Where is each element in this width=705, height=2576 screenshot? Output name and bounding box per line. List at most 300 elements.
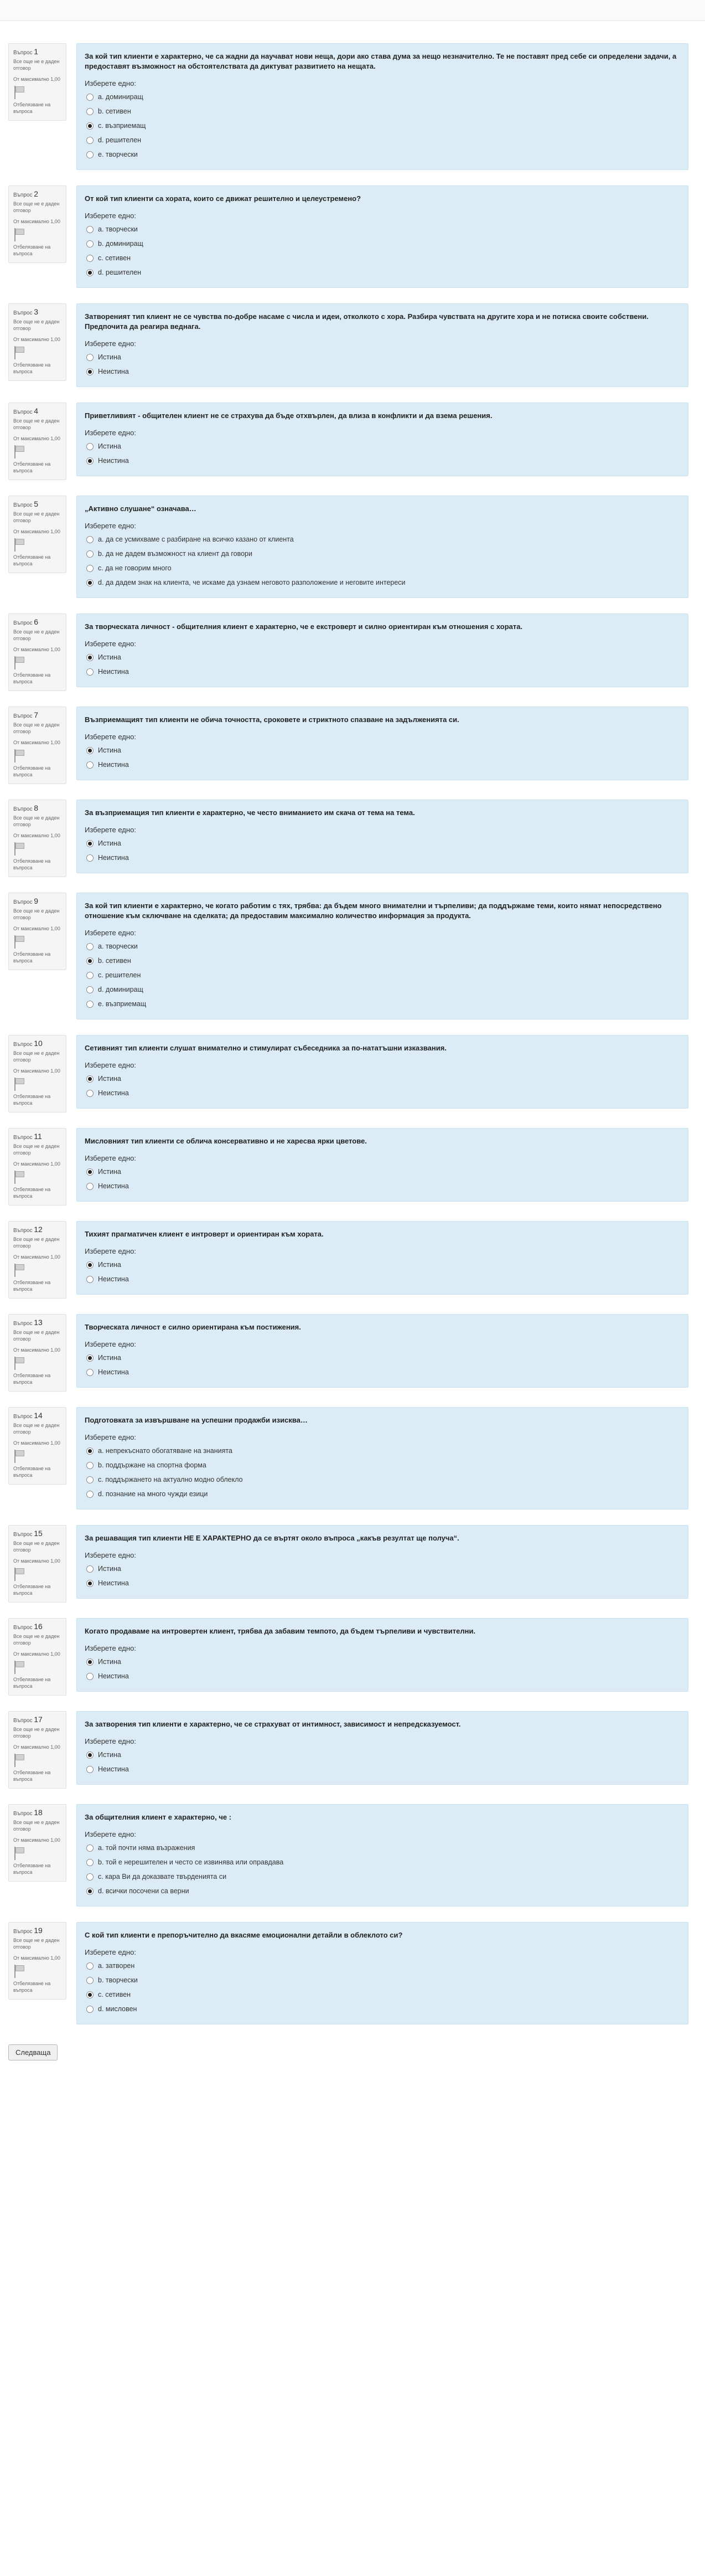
answer-option[interactable] <box>85 939 680 954</box>
answer-option-label: c. възприемащ <box>98 122 146 130</box>
flag-icon[interactable] <box>13 1568 25 1581</box>
answer-option[interactable] <box>85 1576 680 1590</box>
question-grade: От максимално 1,00 <box>13 833 60 838</box>
question-content <box>76 43 688 170</box>
answer-prompt: Изберете едно: <box>85 522 136 530</box>
radio-button[interactable] <box>86 226 94 233</box>
flag-question-label[interactable]: Отбелязване на въпроса <box>13 554 51 566</box>
question-number-value: 1 <box>34 47 39 56</box>
answer-options <box>85 222 680 280</box>
radio-button[interactable] <box>86 840 94 847</box>
question-number-value: 11 <box>34 1132 42 1141</box>
question-grade: От максимално 1,00 <box>13 1744 60 1750</box>
flag-question-label[interactable]: Отбелязване на въпроса <box>13 244 51 256</box>
answer-option-label: a. творчески <box>98 942 138 950</box>
flag-icon[interactable] <box>13 1754 25 1767</box>
answer-option-label: Неистина <box>98 368 129 375</box>
flag-icon[interactable] <box>13 749 25 763</box>
answer-option[interactable] <box>85 561 680 575</box>
answer-option-label: a. той почти няма възражения <box>98 1844 195 1852</box>
question-info <box>8 707 66 784</box>
radio-button[interactable] <box>86 1447 94 1455</box>
question-label: Въпрос <box>13 1135 33 1141</box>
radio-button[interactable] <box>86 1476 94 1483</box>
radio-button[interactable] <box>86 1168 94 1176</box>
radio-button[interactable] <box>86 1859 94 1866</box>
answer-option[interactable] <box>85 1959 680 1973</box>
answer-option[interactable] <box>85 982 680 997</box>
question-info <box>8 800 66 877</box>
flag-icon[interactable] <box>13 1264 25 1277</box>
question-grade: От максимално 1,00 <box>13 1254 60 1260</box>
answer-option[interactable] <box>85 222 680 236</box>
question-block <box>8 614 688 691</box>
answer-option-label: c. кара Ви да доказвате твърденията си <box>98 1873 227 1881</box>
radio-button[interactable] <box>86 550 94 558</box>
question-block <box>8 1128 688 1205</box>
question-state: Все още не е даден отговор <box>13 201 60 213</box>
radio-button[interactable] <box>86 1991 94 1998</box>
question-state: Все още не е даден отговор <box>13 418 60 430</box>
radio-button[interactable] <box>86 943 94 950</box>
answer-option[interactable] <box>85 454 680 468</box>
question-block <box>8 1035 688 1112</box>
flag-question-label[interactable]: Отбелязване на въпроса <box>13 1373 51 1385</box>
radio-button[interactable] <box>86 747 94 754</box>
flag-icon[interactable] <box>13 1661 25 1674</box>
question-info <box>8 1922 66 2000</box>
answer-option[interactable] <box>85 1472 680 1487</box>
question-label: Въпрос <box>13 899 33 905</box>
answer-option[interactable] <box>85 1487 680 1501</box>
answer-option[interactable] <box>85 758 680 772</box>
answer-option-label: d. познание на много чужди езици <box>98 1490 208 1498</box>
flag-question-label[interactable]: Отбелязване на въпроса <box>13 461 51 473</box>
question-info <box>8 403 66 480</box>
radio-button[interactable] <box>86 443 94 450</box>
question-state: Все още не е даден отговор <box>13 629 60 641</box>
answer-option[interactable] <box>85 119 680 133</box>
radio-button[interactable] <box>86 1888 94 1895</box>
answer-option[interactable] <box>85 1669 680 1683</box>
answer-option[interactable] <box>85 265 680 280</box>
answer-option[interactable] <box>85 1869 680 1884</box>
question-text: За решаващия тип клиенти НЕ Е ХАРАКТЕРНО да се въртят около въпроса „какъв резултат ще получа“. <box>85 1534 459 1542</box>
answer-option-label: c. решителен <box>98 971 141 979</box>
answer-prompt: Изберете едно: <box>85 1433 136 1441</box>
answer-option[interactable] <box>85 1987 680 2002</box>
answer-option[interactable] <box>85 147 680 162</box>
flag-question-label[interactable]: Отбелязване на въпроса <box>13 1187 51 1199</box>
flag-icon[interactable] <box>13 1847 25 1860</box>
answer-options <box>85 1841 680 1898</box>
question-grade: От максимално 1,00 <box>13 647 60 652</box>
question-number <box>13 1133 61 1141</box>
flag-question-label[interactable]: Отбелязване на въпроса <box>13 362 51 374</box>
answer-option-label: Неистина <box>98 457 129 465</box>
answer-option-label: Истина <box>98 1168 121 1176</box>
flag-question-label[interactable]: Отбелязване на въпроса <box>13 672 51 684</box>
question-state: Все още не е даден отговор <box>13 59 60 71</box>
answer-option[interactable] <box>85 1748 680 1762</box>
answer-option[interactable] <box>85 236 680 251</box>
question-number <box>13 501 61 509</box>
radio-button[interactable] <box>86 957 94 965</box>
question-block <box>8 303 688 387</box>
answer-options <box>85 532 680 590</box>
question-text: С кой тип клиенти е препоръчително да вкасяме емоционални детайли в облеклото си? <box>85 1931 403 1939</box>
answer-option[interactable] <box>85 1655 680 1669</box>
radio-button[interactable] <box>86 986 94 993</box>
flag-icon[interactable] <box>13 228 25 241</box>
question-number-value: 4 <box>34 406 39 415</box>
question-grade: От максимално 1,00 <box>13 1347 60 1353</box>
answer-option-label: Неистина <box>98 668 129 676</box>
answer-options <box>85 439 680 468</box>
answer-option[interactable] <box>85 1086 680 1100</box>
question-number-value: 10 <box>34 1039 43 1048</box>
flag-icon[interactable] <box>13 1450 25 1463</box>
answer-option[interactable] <box>85 1071 680 1086</box>
radio-button[interactable] <box>86 1369 94 1376</box>
question-number-value: 2 <box>34 189 39 198</box>
answer-option-label: d. всички посочени са верни <box>98 1887 189 1895</box>
radio-button[interactable] <box>86 255 94 262</box>
question-number <box>13 1530 61 1538</box>
answer-options <box>85 1748 680 1776</box>
radio-button[interactable] <box>86 1658 94 1666</box>
question-number-value: 7 <box>34 710 39 719</box>
answer-option[interactable] <box>85 1444 680 1458</box>
question-number <box>13 1623 61 1631</box>
question-text: Възприемащият тип клиенти не обича точността, сроковете и стриктното спазване на задълженията си. <box>85 715 459 724</box>
answer-option-label: Неистина <box>98 761 129 769</box>
answer-option[interactable] <box>85 251 680 265</box>
answer-options <box>85 1444 680 1501</box>
answer-options <box>85 1959 680 2016</box>
question-text: За затворения тип клиенти е характерно, че се страхуват от интимност, зависимост и непредсказуемост. <box>85 1720 461 1728</box>
flag-question-label[interactable]: Отбелязване на въпроса <box>13 765 51 777</box>
question-state: Все още не е даден отговор <box>13 1634 60 1646</box>
answer-option[interactable] <box>85 364 680 379</box>
answer-option[interactable] <box>85 1458 680 1472</box>
question-number <box>13 1809 61 1817</box>
answer-option-label: Истина <box>98 442 121 450</box>
answer-prompt: Изберете едно: <box>85 1247 136 1255</box>
question-number-value: 17 <box>34 1715 43 1724</box>
flag-question-label[interactable]: Отбелязване на въпроса <box>13 1677 51 1689</box>
answer-option-label: Истина <box>98 1658 121 1666</box>
answer-option-label: b. сетивен <box>98 957 131 965</box>
answer-options <box>85 1165 680 1193</box>
radio-button[interactable] <box>86 1183 94 1190</box>
question-info <box>8 614 66 691</box>
answer-prompt: Изберете едно: <box>85 733 136 741</box>
question-info <box>8 1407 66 1485</box>
question-number-value: 6 <box>34 617 39 626</box>
question-grade: От максимално 1,00 <box>13 1955 60 1961</box>
answer-option-label: Истина <box>98 1261 121 1269</box>
question-state: Все още не е даден отговор <box>13 1541 60 1553</box>
radio-button[interactable] <box>86 354 94 361</box>
question-grade: От максимално 1,00 <box>13 1651 60 1657</box>
question-number-value: 16 <box>34 1622 43 1631</box>
radio-button[interactable] <box>86 1977 94 1984</box>
radio-button[interactable] <box>86 761 94 769</box>
flag-question-label[interactable]: Отбелязване на въпроса <box>13 1280 51 1292</box>
answer-option[interactable] <box>85 1762 680 1776</box>
answer-option[interactable] <box>85 1973 680 1987</box>
question-block <box>8 403 688 480</box>
answer-option-label: Неистина <box>98 1275 129 1283</box>
question-block <box>8 1922 688 2024</box>
question-state: Все още не е даден отговор <box>13 1143 60 1156</box>
answer-option[interactable] <box>85 1165 680 1179</box>
question-label: Въпрос <box>13 806 33 812</box>
question-text: За творческата личност - общителния клиент е характерно, че е екстроверт и силно ориентиран към отношения с хората. <box>85 622 523 631</box>
question-label: Въпрос <box>13 192 33 198</box>
question-grade: От максимално 1,00 <box>13 1837 60 1843</box>
answer-option[interactable] <box>85 104 680 119</box>
question-number <box>13 805 61 813</box>
radio-button[interactable] <box>86 565 94 572</box>
question-label: Въпрос <box>13 409 33 415</box>
radio-button[interactable] <box>86 972 94 979</box>
flag-icon[interactable] <box>13 1078 25 1091</box>
question-text: Затвореният тип клиент не се чувства по-добре насаме с числа и идеи, отколкото с хора. Разбира чувствата на другите хора и не потиска своите собствени. Предпочита да реагира веднага. <box>85 312 649 331</box>
flag-icon[interactable] <box>13 1965 25 1978</box>
answer-option-label: Истина <box>98 839 121 847</box>
answer-option-label: Неистина <box>98 1579 129 1587</box>
flag-question-label[interactable]: Отбелязване на въпроса <box>13 1466 51 1478</box>
radio-button[interactable] <box>86 1565 94 1573</box>
answer-option[interactable] <box>85 954 680 968</box>
flag-icon[interactable] <box>13 1357 25 1370</box>
answer-option[interactable] <box>85 575 680 590</box>
question-content <box>76 707 688 780</box>
question-info <box>8 186 66 263</box>
flag-icon[interactable] <box>13 86 25 99</box>
question-text: „Активно слушане“ означава… <box>85 504 196 513</box>
answer-option[interactable] <box>85 1179 680 1193</box>
radio-button[interactable] <box>86 1873 94 1881</box>
question-state: Все още не е даден отговор <box>13 1727 60 1739</box>
answer-option-label: b. да не дадем възможност на клиент да говори <box>98 550 252 558</box>
question-grade: От максимално 1,00 <box>13 337 60 342</box>
radio-button[interactable] <box>86 1090 94 1097</box>
radio-button[interactable] <box>86 151 94 158</box>
answer-option-label: d. доминиращ <box>98 986 143 993</box>
radio-button[interactable] <box>86 1354 94 1362</box>
question-content <box>76 1804 688 1907</box>
question-text: Творческата личност е силно ориентирана към постижения. <box>85 1323 301 1331</box>
answer-option[interactable] <box>85 133 680 147</box>
question-block <box>8 1221 688 1299</box>
flag-question-label[interactable]: Отбелязване на въпроса <box>13 1094 51 1106</box>
question-text: Тихият прагматичен клиент е интроверт и ориентиран към хората. <box>85 1230 324 1238</box>
answer-option[interactable] <box>85 664 680 679</box>
answer-option-label: d. да дадем знак на клиента, че искаме да узнаем неговото разположение и неговите интереси <box>98 579 406 586</box>
radio-button[interactable] <box>86 1751 94 1759</box>
radio-button[interactable] <box>86 668 94 676</box>
answer-option[interactable] <box>85 1562 680 1576</box>
question-info <box>8 1221 66 1299</box>
question-text: Когато продаваме на интровертен клиент, трябва да забавим темпото, да бъдем търпеливи и чувствителни. <box>85 1627 476 1635</box>
question-state: Все още не е даден отговор <box>13 1938 60 1950</box>
answer-option[interactable] <box>85 968 680 982</box>
answer-option[interactable] <box>85 547 680 561</box>
flag-icon[interactable] <box>13 1171 25 1184</box>
question-block <box>8 496 688 598</box>
question-text: За кой тип клиенти е характерно, че когато работим с тях, трябва: да бъдем много внимателни и търпеливи; да поддържаме теми, които нямат непосредствено отношение към сключване на сделката; да предоставим максимално количество информация за продукта. <box>85 901 662 920</box>
answer-option-label: c. сетивен <box>98 254 131 262</box>
question-label: Въпрос <box>13 1811 33 1817</box>
answer-option-label: Истина <box>98 1354 121 1362</box>
answer-option[interactable] <box>85 1855 680 1869</box>
answer-option-label: Истина <box>98 1565 121 1573</box>
radio-button[interactable] <box>86 137 94 144</box>
answer-option[interactable] <box>85 2002 680 2016</box>
flag-question-label[interactable]: Отбелязване на въпроса <box>13 858 51 870</box>
flag-icon[interactable] <box>13 538 25 552</box>
question-grade: От максимално 1,00 <box>13 1068 60 1074</box>
question-block <box>8 1314 688 1392</box>
question-number <box>13 1412 61 1420</box>
radio-button[interactable] <box>86 269 94 276</box>
top-bar <box>0 0 705 21</box>
question-info <box>8 496 66 573</box>
answer-option-label: Истина <box>98 1075 121 1083</box>
answer-option[interactable] <box>85 997 680 1011</box>
answer-option[interactable] <box>85 439 680 454</box>
flag-question-label[interactable]: Отбелязване на въпроса <box>13 951 51 964</box>
question-info <box>8 1618 66 1696</box>
radio-button[interactable] <box>86 1491 94 1498</box>
answer-options <box>85 939 680 1011</box>
radio-button[interactable] <box>86 579 94 586</box>
radio-button[interactable] <box>86 654 94 661</box>
flag-question-label[interactable]: Отбелязване на въпроса <box>13 102 51 114</box>
next-page-button[interactable]: Следваща <box>8 2044 58 2060</box>
question-label: Въпрос <box>13 310 33 316</box>
question-info <box>8 1711 66 1789</box>
flag-icon[interactable] <box>13 346 25 359</box>
answer-option[interactable] <box>85 532 680 547</box>
question-label: Въпрос <box>13 713 33 719</box>
question-number <box>13 1716 61 1724</box>
radio-button[interactable] <box>86 1001 94 1008</box>
question-block <box>8 1711 688 1789</box>
radio-button[interactable] <box>86 122 94 130</box>
radio-button[interactable] <box>86 1261 94 1269</box>
question-number-value: 13 <box>34 1318 43 1327</box>
answer-prompt: Изберете едно: <box>85 1551 136 1559</box>
radio-button[interactable] <box>86 94 94 101</box>
question-number-value: 18 <box>34 1808 43 1817</box>
answer-option[interactable] <box>85 1365 680 1379</box>
radio-button[interactable] <box>86 457 94 465</box>
answer-options <box>85 1562 680 1590</box>
question-grade: От максимално 1,00 <box>13 1440 60 1446</box>
flag-question-label[interactable]: Отбелязване на въпроса <box>13 1981 51 1993</box>
radio-button[interactable] <box>86 1673 94 1680</box>
question-number-value: 19 <box>34 1926 43 1935</box>
answer-option-label: b. поддържане на спортна форма <box>98 1461 206 1469</box>
question-text: За възприемащия тип клиенти е характерно, че често вниманието им скача от тема на тема. <box>85 808 415 817</box>
question-grade: От максимално 1,00 <box>13 1558 60 1564</box>
answer-option-label: a. непрекъснато обогатяване на знанията <box>98 1447 232 1455</box>
question-content <box>76 1618 688 1692</box>
radio-button[interactable] <box>86 1276 94 1283</box>
answer-prompt: Изберете едно: <box>85 79 136 87</box>
question-block <box>8 1407 688 1509</box>
answer-option[interactable] <box>85 650 680 664</box>
answer-option[interactable] <box>85 1841 680 1855</box>
flag-icon[interactable] <box>13 842 25 856</box>
flag-question-label[interactable]: Отбелязване на въпроса <box>13 1863 51 1875</box>
question-content <box>76 614 688 687</box>
radio-button[interactable] <box>86 1766 94 1773</box>
radio-button[interactable] <box>86 1462 94 1469</box>
flag-question-label[interactable]: Отбелязване на въпроса <box>13 1770 51 1782</box>
question-label: Въпрос <box>13 50 33 56</box>
flag-icon[interactable] <box>13 445 25 458</box>
question-block <box>8 1804 688 1907</box>
quiz-form <box>0 21 705 2024</box>
answer-option[interactable] <box>85 1884 680 1898</box>
radio-button[interactable] <box>86 240 94 248</box>
radio-button[interactable] <box>86 1075 94 1083</box>
answer-option[interactable] <box>85 836 680 851</box>
answer-option-label: d. решителен <box>98 269 142 276</box>
question-number-value: 14 <box>34 1411 43 1420</box>
question-state: Все още не е даден отговор <box>13 511 60 523</box>
flag-icon[interactable] <box>13 656 25 669</box>
radio-button[interactable] <box>86 108 94 115</box>
question-number-value: 9 <box>34 897 39 905</box>
answer-option[interactable] <box>85 1258 680 1272</box>
question-grade: От максимално 1,00 <box>13 76 60 82</box>
flag-icon[interactable] <box>13 935 25 949</box>
answer-options <box>85 1258 680 1286</box>
radio-button[interactable] <box>86 536 94 543</box>
flag-question-label[interactable]: Отбелязване на въпроса <box>13 1584 51 1596</box>
radio-button[interactable] <box>86 2006 94 2013</box>
radio-button[interactable] <box>86 854 94 862</box>
question-grade: От максимално 1,00 <box>13 1161 60 1167</box>
answer-option-label: c. поддържането на актуално модно облекло <box>98 1476 243 1483</box>
radio-button[interactable] <box>86 1580 94 1587</box>
question-number <box>13 308 61 317</box>
question-number-value: 15 <box>34 1529 43 1538</box>
answer-options <box>85 650 680 679</box>
radio-button[interactable] <box>86 368 94 375</box>
answer-option[interactable] <box>85 743 680 758</box>
answer-option-label: Неистина <box>98 1089 129 1097</box>
radio-button[interactable] <box>86 1845 94 1852</box>
answer-option-label: Истина <box>98 353 121 361</box>
answer-option[interactable] <box>85 851 680 865</box>
answer-option[interactable] <box>85 90 680 104</box>
answer-option[interactable] <box>85 350 680 364</box>
question-content <box>76 1314 688 1388</box>
question-state: Все още не е даден отговор <box>13 1330 60 1342</box>
answer-option-label: a. затворен <box>98 1962 135 1970</box>
radio-button[interactable] <box>86 1962 94 1970</box>
answer-option[interactable] <box>85 1272 680 1286</box>
answer-option[interactable] <box>85 1351 680 1365</box>
answer-option-label: Истина <box>98 1751 121 1759</box>
